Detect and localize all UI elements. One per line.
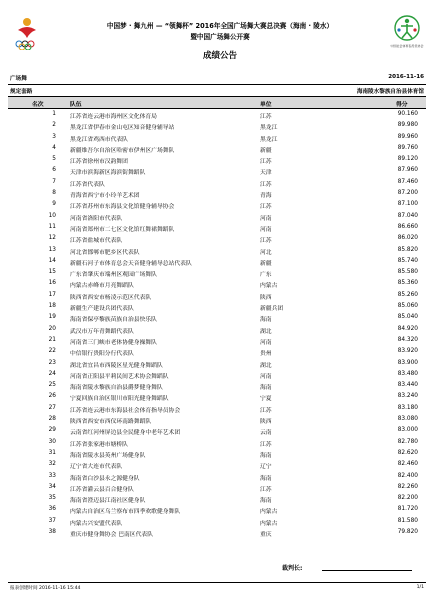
table-row [8, 144, 426, 155]
rank-cell: 2 [52, 122, 56, 129]
unit-cell: 海南 [260, 498, 272, 505]
table-row [8, 291, 426, 302]
team-cell: 河南省三门峡市老体协健身操舞队 [70, 339, 157, 346]
score-cell: 81.720 [397, 506, 418, 513]
rank-cell: 1 [52, 111, 56, 117]
rank-cell: 16 [48, 280, 56, 287]
score-cell: 86.660 [397, 223, 418, 230]
unit-cell: 河南 [260, 339, 272, 346]
unit-cell: 江苏 [260, 114, 272, 120]
rank-cell: 5 [52, 156, 56, 163]
table-row [8, 381, 426, 392]
table-row [8, 472, 426, 483]
score-cell: 83.920 [397, 348, 418, 355]
table-row [8, 166, 426, 177]
rank-cell: 28 [48, 416, 56, 423]
score-cell: 79.820 [397, 528, 418, 535]
table-row [8, 313, 426, 324]
team-cell: 江苏省连云港市东海县社会体育指导员协会 [70, 407, 181, 414]
unit-cell: 河南 [260, 373, 272, 380]
score-cell: 83.900 [397, 359, 418, 366]
rank-cell: 30 [48, 438, 56, 445]
score-cell: 90.160 [397, 111, 418, 117]
rank-cell: 34 [48, 483, 56, 490]
unit-cell: 海南 [260, 452, 272, 459]
table-row [8, 336, 426, 347]
team-cell: 广东省肇庆市端州区观园广场舞队 [70, 272, 157, 279]
rank-cell: 25 [48, 382, 56, 389]
unit-cell: 江苏 [260, 159, 272, 166]
team-cell: 陕西省西安市西仪环南路舞蹈队 [70, 419, 152, 426]
unit-cell: 新疆 [260, 147, 272, 154]
rank-cell: 37 [48, 517, 56, 524]
score-cell: 81.580 [397, 517, 418, 524]
rank-cell: 13 [48, 246, 56, 253]
team-cell: 青海省西宁市小玲羊艺术团 [70, 193, 140, 200]
table-row [8, 517, 426, 528]
team-cell: 江苏省徐州市汉韵舞团 [70, 159, 128, 166]
team-cell: 新疆石河子市体育总会天音健身辅导总站代表队 [70, 260, 192, 267]
rank-cell: 11 [48, 223, 56, 230]
unit-cell: 内蒙古 [260, 283, 278, 290]
team-cell: 海南省陵水黎族自治县爵梦健身舞队 [70, 385, 163, 392]
column-header-unit: 单位 [260, 102, 272, 108]
unit-cell: 湖北 [260, 328, 272, 335]
table-row [8, 347, 426, 358]
team-cell: 内蒙古兴安盟代表队 [70, 520, 123, 527]
table-row [8, 449, 426, 460]
unit-cell: 内蒙古 [260, 509, 278, 516]
rank-cell: 17 [48, 291, 56, 298]
column-header-team: 队伍 [70, 102, 82, 108]
document-subtitle: 暨中国广场舞公开赛 [190, 33, 250, 41]
rank-cell: 27 [48, 404, 56, 411]
score-cell: 87.200 [397, 190, 418, 197]
unit-cell: 河南 [260, 215, 272, 222]
team-cell: 河南省洛阳市代表队 [70, 215, 123, 222]
unit-cell: 新疆兵团 [260, 306, 284, 313]
unit-cell: 河北 [260, 249, 272, 256]
unit-cell: 河南 [260, 226, 272, 233]
table-row [8, 189, 426, 200]
unit-cell: 天津 [260, 170, 272, 177]
score-cell: 89.120 [397, 156, 418, 163]
score-cell: 83.480 [397, 370, 418, 377]
table-row [8, 110, 426, 121]
table-row [8, 178, 426, 189]
team-cell: 海南省陵水县英州广场健身队 [70, 452, 146, 459]
score-cell: 85.740 [397, 257, 418, 264]
rank-cell: 33 [48, 472, 56, 479]
team-cell: 宁夏回族自治区银川市阳光健身舞蹈队 [70, 396, 169, 403]
team-cell: 江苏省连云港市海州区文化体育局 [70, 114, 157, 120]
rank-cell: 3 [52, 133, 56, 140]
score-cell: 82.780 [397, 438, 418, 445]
document-title: 中国梦 · 舞九州 — “领舞杯” 2016年全国广场舞大赛总决赛（海南 · 陵水） [106, 22, 334, 30]
table-row [8, 404, 426, 415]
table-row [8, 223, 426, 234]
score-cell: 82.620 [397, 449, 418, 456]
event-logo [14, 16, 40, 50]
score-cell: 86.020 [397, 235, 418, 242]
table-row [8, 426, 426, 437]
table-row [8, 415, 426, 426]
column-header-score: 得分 [396, 102, 408, 108]
score-cell: 84.320 [397, 336, 418, 343]
score-cell: 85.820 [397, 246, 418, 253]
team-cell: 海南省保亭黎族苗族自治县快乐队 [70, 317, 157, 324]
team-cell: 天津市滨海新区海滨街舞蹈队 [70, 170, 146, 177]
score-cell: 82.460 [397, 461, 418, 468]
team-cell: 内蒙古赤峰市月亮舞蹈队 [70, 283, 134, 290]
page-number: 1/1 [416, 585, 424, 590]
team-cell: 海南省白沙县永之源健身队 [70, 475, 140, 482]
rank-cell: 8 [52, 190, 56, 197]
table-row [8, 268, 426, 279]
table-row [8, 494, 426, 505]
table-row [8, 325, 426, 336]
rank-cell: 24 [48, 370, 56, 377]
rank-cell: 4 [52, 144, 56, 151]
rank-cell: 19 [48, 314, 56, 321]
team-cell: 武汉市万年青舞蹈代表队 [70, 328, 134, 335]
team-cell: 江苏省苏州市东海县文化馆健身辅导协会 [70, 204, 175, 211]
report-timestamp: 报表创建时间 2016-11-16 15:44 [10, 586, 81, 591]
rank-cell: 26 [48, 393, 56, 400]
unit-cell: 江苏 [260, 486, 272, 493]
rank-cell: 7 [52, 178, 56, 185]
table-row [8, 200, 426, 211]
table-row [8, 279, 426, 290]
team-cell: 中信银行贵阳分行代表队 [70, 351, 134, 358]
score-cell: 83.240 [397, 393, 418, 400]
team-cell: 江苏省盐城市代表队 [70, 238, 123, 245]
unit-cell: 陕西 [260, 294, 272, 301]
unit-cell: 海南 [260, 385, 272, 392]
score-cell: 85.580 [397, 269, 418, 276]
rank-cell: 23 [48, 359, 56, 366]
footer-divider [8, 582, 426, 583]
table-row [8, 246, 426, 257]
referee-signature-line [322, 570, 412, 571]
event-venue: 海南陵水黎族自治县体育馆 [356, 89, 424, 95]
team-cell: 黑龙江省伊春市金山屯区知音健身辅导站 [70, 125, 175, 132]
table-row [8, 257, 426, 268]
score-cell: 89.960 [397, 133, 418, 140]
score-cell: 83.180 [397, 404, 418, 411]
rank-cell: 35 [48, 495, 56, 502]
team-cell: 云南省红河州屏边县全民健身中老年艺术团 [70, 430, 181, 437]
table-row [8, 438, 426, 449]
score-cell: 87.960 [397, 167, 418, 174]
team-cell: 陕西省西安市杨凌示范区代表队 [70, 294, 152, 301]
rank-cell: 9 [52, 201, 56, 208]
table-row [8, 302, 426, 313]
team-cell: 湖北省宜昌市西陵区星光健身舞蹈队 [70, 362, 163, 369]
results-table-body [8, 110, 426, 539]
score-cell: 83.000 [397, 427, 418, 434]
rank-cell: 31 [48, 449, 56, 456]
table-row [8, 483, 426, 494]
score-cell: 84.920 [397, 325, 418, 332]
rank-cell: 6 [52, 167, 56, 174]
table-row [8, 460, 426, 471]
team-cell: 内蒙古自治区乌兰察布市四季欢歌健身舞队 [70, 509, 181, 516]
header-divider [8, 84, 426, 85]
unit-cell: 云南 [260, 430, 272, 437]
referee-label: 裁判长: [282, 565, 303, 572]
team-cell: 黑龙江省鸡西市代表队 [70, 136, 128, 143]
rank-cell: 20 [48, 325, 56, 332]
table-row [8, 155, 426, 166]
team-cell: 河北省邯郸市肥乡区代表队 [70, 249, 140, 256]
score-cell: 89.980 [397, 122, 418, 129]
event-group: 规定套路 [10, 89, 33, 95]
team-cell: 辽宁省大连市代表队 [70, 464, 123, 471]
unit-cell: 宁夏 [260, 396, 272, 403]
table-row [8, 370, 426, 381]
team-cell: 河南省正阳县平莉民间艺术协会舞蹈队 [70, 373, 169, 380]
score-cell: 89.760 [397, 144, 418, 151]
association-logo-caption: 中国社会体育指导员协会 [390, 44, 424, 48]
team-cell: 新疆生产建设兵团代表队 [70, 306, 134, 313]
unit-cell: 青海 [260, 193, 272, 200]
team-cell: 新疆维吾尔自治区哈密市伊州区广场舞队 [70, 147, 175, 154]
rank-cell: 10 [48, 212, 56, 219]
score-cell: 85.040 [397, 314, 418, 321]
table-row [8, 133, 426, 144]
unit-cell: 江苏 [260, 238, 272, 245]
team-cell: 江苏省灌云县百合健身队 [70, 486, 134, 493]
team-cell: 重庆市健身舞协会 巴南区代表队 [70, 531, 153, 538]
association-logo [387, 14, 427, 52]
score-cell: 82.200 [397, 495, 418, 502]
unit-cell: 陕西 [260, 419, 272, 426]
event-name: 广场舞 [10, 76, 27, 82]
results-heading: 成绩公告 [202, 51, 237, 61]
rank-cell: 36 [48, 506, 56, 513]
results-table-header [8, 96, 426, 109]
table-row [8, 392, 426, 403]
score-cell: 85.060 [397, 303, 418, 310]
score-cell: 87.460 [397, 178, 418, 185]
table-row [8, 121, 426, 132]
team-cell: 海南省澄迈县江南社区健身队 [70, 498, 146, 505]
unit-cell: 广东 [260, 272, 272, 279]
unit-cell: 江苏 [260, 181, 272, 188]
team-cell: 河南省郑州市二七区文化馆红舞裙舞蹈队 [70, 226, 175, 233]
unit-cell: 黑龙江 [260, 125, 278, 132]
unit-cell: 海南 [260, 317, 272, 324]
column-header-rank: 名次 [32, 102, 44, 108]
unit-cell: 贵州 [260, 351, 272, 358]
rank-cell: 15 [48, 269, 56, 276]
score-cell: 87.040 [397, 212, 418, 219]
rank-cell: 12 [48, 235, 56, 242]
rank-cell: 21 [48, 336, 56, 343]
rank-cell: 32 [48, 461, 56, 468]
unit-cell: 江苏 [260, 204, 272, 211]
score-cell: 85.260 [397, 291, 418, 298]
table-row [8, 359, 426, 370]
table-row [8, 505, 426, 516]
unit-cell: 江苏 [260, 407, 272, 414]
team-cell: 江苏省张家港市塘桥队 [70, 441, 128, 448]
unit-cell: 辽宁 [260, 464, 272, 471]
rank-cell: 38 [48, 528, 56, 535]
unit-cell: 黑龙江 [260, 136, 278, 143]
score-cell: 83.440 [397, 382, 418, 389]
unit-cell: 江苏 [260, 441, 272, 448]
unit-cell: 内蒙古 [260, 520, 278, 527]
score-cell: 82.400 [397, 472, 418, 479]
rank-cell: 22 [48, 348, 56, 355]
unit-cell: 重庆 [260, 531, 272, 538]
table-row [8, 528, 426, 539]
score-cell: 83.080 [397, 416, 418, 423]
event-date: 2016-11-16 [388, 74, 424, 80]
unit-cell: 新疆 [260, 260, 272, 267]
rank-cell: 14 [48, 257, 56, 264]
unit-cell: 海南 [260, 475, 272, 482]
score-cell: 82.260 [397, 483, 418, 490]
score-cell: 85.360 [397, 280, 418, 287]
rank-cell: 29 [48, 427, 56, 434]
score-cell: 87.100 [397, 201, 418, 208]
team-cell: 江苏省代表队 [70, 181, 105, 188]
table-row [8, 212, 426, 223]
rank-cell: 18 [48, 303, 56, 310]
unit-cell: 湖北 [260, 362, 272, 369]
table-row [8, 234, 426, 245]
